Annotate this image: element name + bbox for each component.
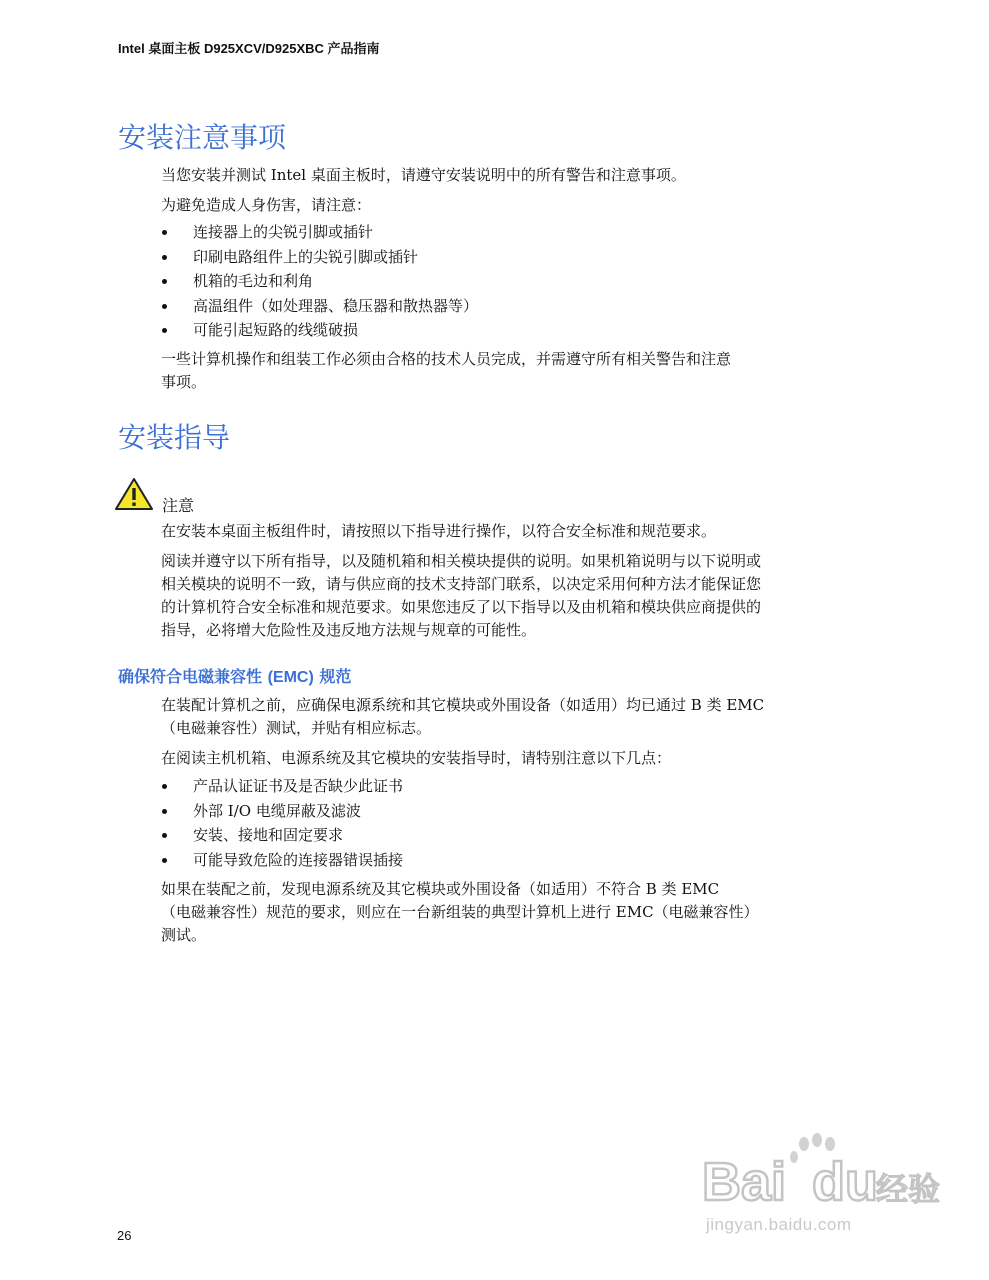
warning-icon — [114, 477, 154, 511]
guidance-paragraph — [161, 550, 861, 642]
paragraph-line: （电磁兼容性）规范的要求，则应在一台新组装的典型计算机上进行 EMC（电磁兼容性） — [161, 903, 759, 921]
intro-paragraph: 当您安装并测试 Intel 桌面主板时，请遵守安装说明中的所有警告和注意事项。 — [161, 166, 686, 184]
lead-paragraph: 为避免造成人身伤害，请注意： — [161, 196, 372, 214]
closing-line: 事项。 — [161, 373, 207, 391]
closing-line: 一些计算机操作和组装工作必须由合格的技术人员完成，并需遵守所有相关警告和注意 — [161, 350, 732, 368]
page-number: 26 — [117, 1228, 132, 1243]
hazard-list — [161, 220, 478, 343]
list-item: 连接器上的尖锐引脚或插针 — [161, 220, 478, 245]
paragraph-line: 如果在装配之前，发现电源系统及其它模块或外围设备（如适用）不符合 B 类 EMC — [161, 880, 720, 898]
watermark-url: jingyan.baidu.com — [706, 1215, 852, 1234]
svg-text:du: du — [812, 1152, 878, 1212]
emc-paragraph-2: 在阅读主机机箱、电源系统及其它模块的安装指导时，请特别注意以下几点： — [161, 749, 672, 767]
section-title-install-precautions: 安装注意事项 — [118, 121, 287, 154]
closing-paragraph — [161, 348, 861, 394]
paragraph-line: 的计算机符合安全标准和规范要求。如果您违反了以下指导以及由机箱和模块供应商提供的 — [161, 598, 762, 616]
paragraph-line: 指导，必将增大危险性及违反地方法规与规章的可能性。 — [161, 621, 537, 639]
running-header: Intel 桌面主板 D925XCV/D925XBC 产品指南 — [118, 41, 380, 56]
list-item: 高温组件（如处理器、稳压器和散热器等） — [161, 294, 478, 319]
paragraph-line: 阅读并遵守以下所有指导，以及随机箱和相关模块提供的说明。如果机箱说明与以下说明或 — [161, 552, 762, 570]
list-item: 外部 I/O 电缆屏蔽及滤波 — [161, 799, 403, 824]
list-item: 机箱的毛边和利角 — [161, 269, 478, 294]
subsection-title-emc: 确保符合电磁兼容性 (EMC) 规范 — [118, 667, 352, 686]
emc-checklist — [161, 774, 403, 872]
caution-text: 在安装本桌面主板组件时，请按照以下指导进行操作，以符合安全标准和规范要求。 — [161, 522, 717, 540]
caution-label: 注意 — [162, 496, 195, 515]
list-item: 可能导致危险的连接器错误插接 — [161, 848, 403, 873]
list-item: 印刷电路组件上的尖锐引脚或插针 — [161, 245, 478, 270]
list-item: 安装、接地和固定要求 — [161, 823, 403, 848]
emc-paragraph-1 — [161, 694, 861, 740]
list-item: 产品认证证书及是否缺少此证书 — [161, 774, 403, 799]
paragraph-line: （电磁兼容性）测试，并贴有相应标志。 — [161, 719, 432, 737]
list-item: 可能引起短路的线缆破损 — [161, 318, 478, 343]
section-title-install-guide: 安装指导 — [118, 421, 231, 454]
paragraph-line: 相关模块的说明不一致，请与供应商的技术支持部门联系，以决定采用何种方法才能保证您 — [161, 575, 762, 593]
svg-text:Bai: Bai — [702, 1152, 787, 1212]
svg-text:经验: 经验 — [876, 1170, 941, 1208]
paragraph-line: 测试。 — [161, 926, 207, 944]
paragraph-line: 在装配计算机之前，应确保电源系统和其它模块或外围设备（如适用）均已通过 B 类 EMC — [161, 696, 765, 714]
emc-paragraph-3 — [161, 878, 861, 947]
